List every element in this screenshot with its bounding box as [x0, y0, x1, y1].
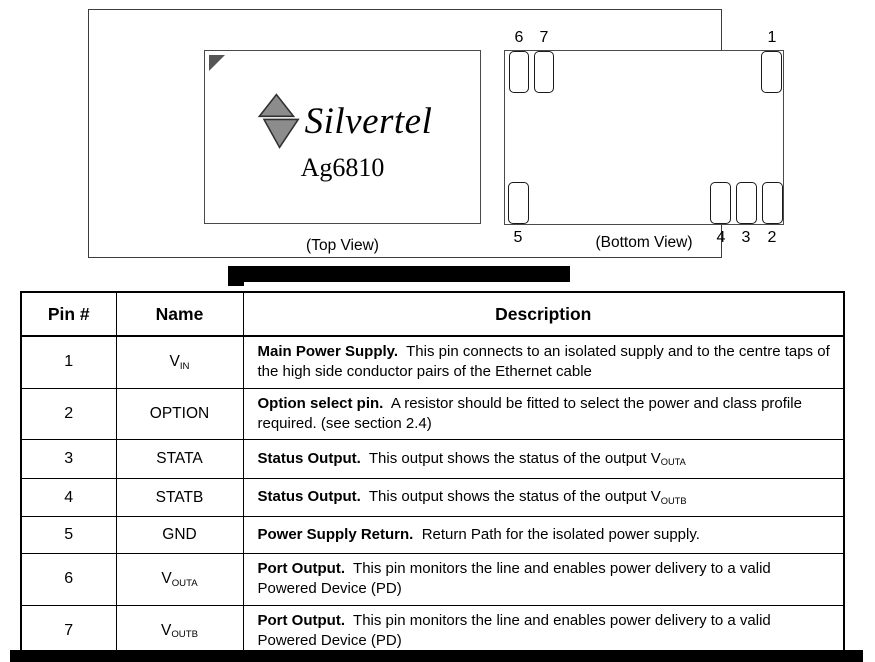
col-header-name: Name	[116, 292, 243, 336]
pin-name-cell: VOUTB	[116, 605, 243, 657]
pin-number-cell: 3	[21, 440, 116, 479]
pin-description-cell: Status Output. This output shows the status of the output VOUTB	[243, 479, 844, 517]
model-number: Ag6810	[300, 153, 385, 182]
pin-label-2: 2	[767, 229, 777, 246]
table-row	[21, 388, 844, 440]
pin-pad-5	[508, 182, 529, 224]
brand-name: Silvertel	[304, 100, 433, 142]
redaction-bar-footer	[10, 650, 863, 662]
pin1-corner-marker-icon	[209, 55, 225, 71]
pinout-figure	[88, 9, 777, 258]
pin-label-3: 3	[741, 229, 751, 246]
redaction-bar-table-caption	[228, 266, 570, 282]
pin-number-cell: 1	[21, 336, 116, 388]
pin-label-5: 5	[513, 229, 523, 246]
pin-number-cell: 5	[21, 517, 116, 554]
logo-row	[253, 93, 433, 149]
pin-table-body	[21, 336, 844, 657]
col-header-description: Description	[243, 292, 844, 336]
pin-pad-1	[761, 51, 782, 93]
pin-label-4: 4	[716, 229, 726, 246]
pin-label-6: 6	[514, 29, 524, 46]
pin-description-cell: Power Supply Return. Return Path for the isolated power supply.	[243, 517, 844, 554]
pin-number-cell: 2	[21, 388, 116, 440]
pin-description-table	[20, 291, 845, 658]
pin-description-cell: Main Power Supply. This pin connects to an isolated supply and to the centre taps of the high side conductor pairs of the Ethernet cable	[243, 336, 844, 388]
table-row	[21, 554, 844, 606]
pin-number-cell: 4	[21, 479, 116, 517]
pin-name-cell: OPTION	[116, 388, 243, 440]
table-header-row	[21, 292, 844, 336]
top-view-caption: (Top View)	[306, 237, 379, 254]
top-view-drawing	[204, 50, 481, 224]
col-header-pin: Pin #	[21, 292, 116, 336]
redaction-bar-notch	[228, 281, 244, 286]
pin-pad-2	[762, 182, 783, 224]
pin-description-cell: Port Output. This pin monitors the line and enables power delivery to a valid Powered Device (PD)	[243, 554, 844, 606]
pin-pad-4	[710, 182, 731, 224]
table-row	[21, 517, 844, 554]
pin-pad-3	[736, 182, 757, 224]
pin-description-cell: Status Output. This output shows the status of the output VOUTA	[243, 440, 844, 479]
pin-number-cell: 6	[21, 554, 116, 606]
pin-number-cell: 7	[21, 605, 116, 657]
pin-name-cell: GND	[116, 517, 243, 554]
bottom-view-caption: (Bottom View)	[595, 234, 693, 251]
table-row	[21, 336, 844, 388]
pin-description-cell: Option select pin. A resistor should be fitted to select the power and class profile required. (see section 2.4)	[243, 388, 844, 440]
pin-name-cell: STATB	[116, 479, 243, 517]
table-row	[21, 440, 844, 479]
pin-label-1: 1	[767, 29, 777, 46]
pin-description-cell: Port Output. This pin monitors the line and enables power delivery to a valid Powered Device (PD)	[243, 605, 844, 657]
pin-pad-6	[509, 51, 529, 93]
pin-name-cell: VIN	[116, 336, 243, 388]
pin-pad-7	[534, 51, 554, 93]
silvertel-logo-icon	[253, 93, 303, 149]
pin-name-cell: VOUTA	[116, 554, 243, 606]
pin-label-7: 7	[539, 29, 549, 46]
table-row	[21, 479, 844, 517]
pin-name-cell: STATA	[116, 440, 243, 479]
